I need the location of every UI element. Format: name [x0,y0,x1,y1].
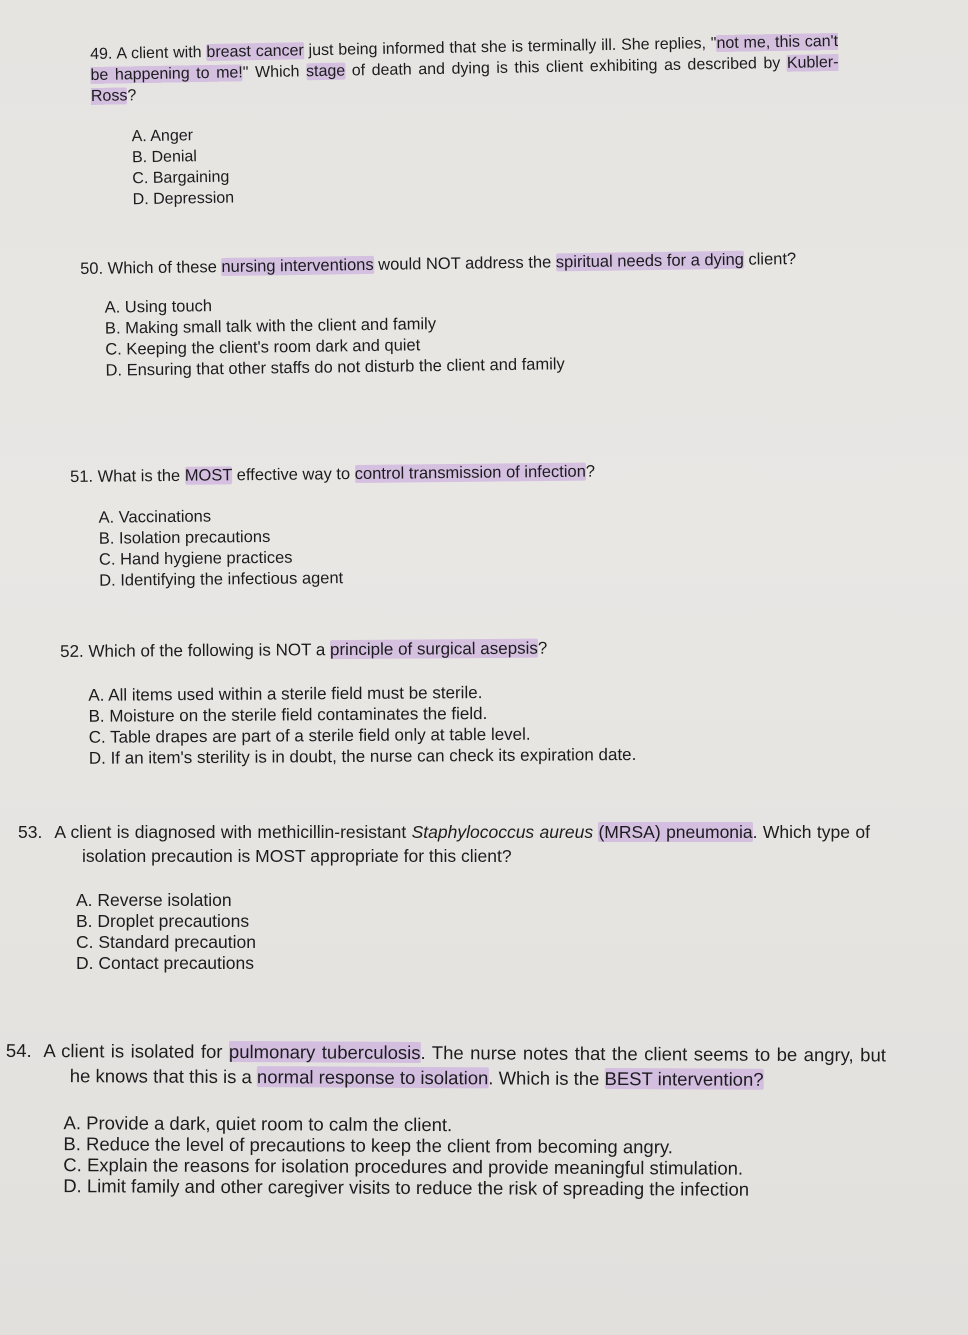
highlight: principle of surgical asepsis [329,638,538,660]
question-54-stem: 54. A client is isolated for pulmonary tuberculosis. The nurse notes that the client seems to be angry, but he knows that this is a normal response to isolation. Which is the BEST intervention? [5,1039,886,1090]
option-c: C. Explain the reasons for isolation procedures and provide meaningful stimulation. [63,1154,744,1179]
highlight: (MRSA) pneumonia [598,822,753,842]
option-b: B. Denial [131,148,198,167]
option-b: B. Moisture on the sterile field contaminates the field. [88,704,488,726]
question-number: 50. [80,259,104,278]
question-50 [80,248,832,382]
question-54 [5,1038,886,1200]
option-a: A. Provide a dark, quiet room to calm the client. [63,1112,453,1136]
organism-name: Staphylococcus aureus [411,822,594,842]
options-list [98,500,831,592]
highlight: not me, this can't be happening to me! [90,32,839,84]
option-d: D. Depression [132,189,235,209]
question-52 [60,635,841,769]
options-list [105,288,832,382]
question-49-stem: 49. A client with breast cancer just being informed that she is terminally ill. She replies, "not me, this can't be happening to me!" Which stage of death and dying is this client exhibiting as described by Kubler-Ross? [90,32,839,105]
option-a: A. Reverse isolation [76,890,232,910]
highlight: MOST [184,466,233,485]
highlight: normal response to isolation [256,1066,489,1089]
option-a: A. Using touch [104,297,213,317]
option-c: C. Keeping the client's room dark and quiet [105,336,421,359]
question-51 [70,458,831,592]
question-53-stem: 53. A client is diagnosed with methicillin-resistant Staphylococcus aureus (MRSA) pneumonia. Which type of isolation precaution is MOST appropriate for this client? [18,822,870,866]
question-52-stem: 52. Which of the following is NOT a principle of surgical asepsis? [60,638,548,661]
options-list [131,114,840,210]
question-number: 51. [70,467,94,486]
option-c: C. Table drapes are part of a sterile field only at table level. [88,724,531,747]
options-list [88,680,841,769]
option-c: C. Hand hygiene practices [98,548,293,569]
question-number: 52. [60,641,84,661]
option-b: B. Droplet precautions [76,911,250,931]
highlight: spiritual needs for a dying [555,250,744,272]
question-51-stem: 51. What is the MOST effective way to control transmission of infection? [70,462,596,486]
question-number: 49. [90,45,113,63]
option-d: D. Identifying the infectious agent [99,569,344,590]
option-c: C. Standard precaution [76,932,256,952]
options-list [63,1112,885,1200]
option-d: D. If an item's sterility is in doubt, the nurse can check its expiration date. [88,744,637,768]
highlight: nursing interventions [221,255,374,277]
options-list [76,890,870,974]
highlight: pulmonary tuberculosis [228,1041,421,1064]
highlight: control transmission of infection [354,462,586,484]
option-b: B. Reduce the level of precautions to keep the client from becoming angry. [63,1133,673,1158]
highlight: breast cancer [206,42,304,61]
highlight: stage [305,62,346,81]
option-a: A. Anger [131,127,194,146]
option-a: A. All items used within a sterile field must be sterile. [88,683,483,705]
option-d: D. Limit family and other caregiver visits to reduce the risk of spreading the infection [63,1175,750,1200]
option-c: C. Bargaining [132,168,230,188]
option-d: D. Ensuring that other staffs do not disturb the client and family [105,355,565,380]
question-49 [90,31,841,211]
option-b: B. Making small talk with the client and family [104,315,437,338]
highlight: Kubler-Ross [90,53,839,105]
option-b: B. Isolation precautions [98,527,271,548]
option-a: A. Vaccinations [98,507,212,527]
option-d: D. Contact precautions [76,953,255,973]
question-50-stem: 50. Which of these nursing interventions would NOT address the spiritual needs for a dying client? [80,250,797,278]
highlight: BEST intervention? [604,1067,764,1090]
question-53 [18,820,870,974]
